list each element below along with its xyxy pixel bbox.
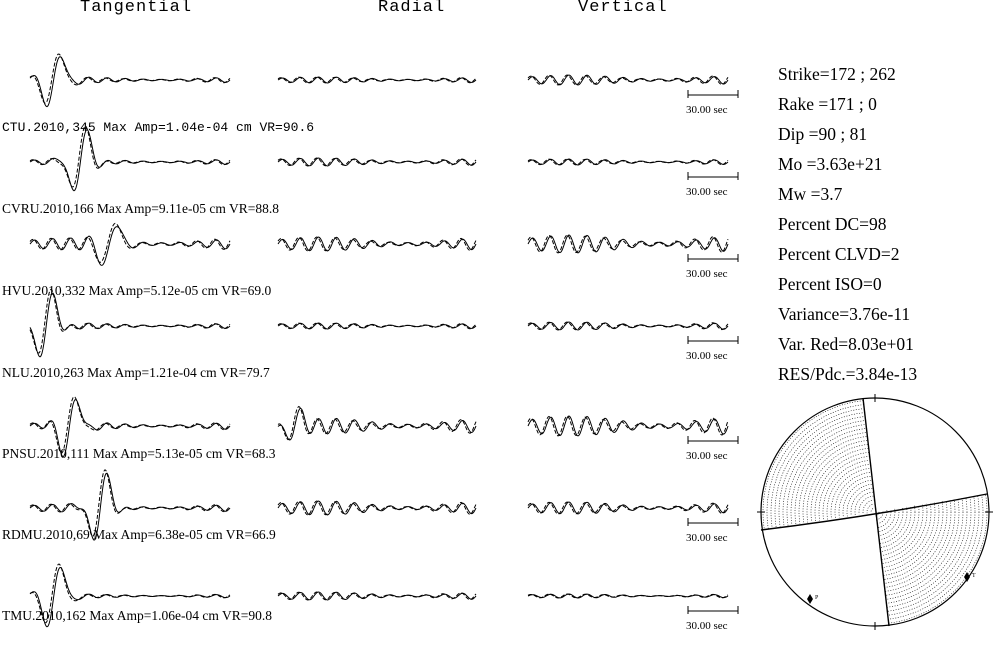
observed-waveform-s1-c0 [30,130,230,191]
param-res-pdc: RES/Pdc.=3.84e-13 [778,364,918,384]
observed-waveform-s6-c1 [278,592,476,600]
param-variance: Variance=3.76e-11 [778,304,911,324]
synthetic-waveform-s1-c0 [30,126,230,187]
param-mw: Mw =3.7 [778,184,843,204]
param-percent-clvd: Percent CLVD=2 [778,244,900,264]
station-label-cvru: CVRU.2010,166 Max Amp=9.11e-05 cm VR=88.8 [2,201,279,216]
time-scale-label: 30.00 sec [686,186,728,198]
observed-waveform-s2-c2 [528,235,728,253]
observed-waveform-s2-c1 [278,237,476,251]
station-label-rdmu: RDMU.2010,69 Max Amp=6.38e-05 cm VR=66.9 [2,527,276,542]
column-heading-tangential: Tangential [80,0,193,17]
param-var-red: Var. Red=8.03e+01 [778,334,914,354]
observed-waveform-s5-c2 [528,502,728,514]
param-percent-iso: Percent ISO=0 [778,274,882,294]
station-label-ctu: CTU.2010,345 Max Amp=1.04e-04 cm VR=90.6 [2,120,315,135]
focal-mechanism-beachball [755,392,995,632]
observed-waveform-s6-c2 [528,594,728,598]
observed-waveform-s3-c2 [528,322,728,330]
observed-waveform-s0-c2 [528,75,728,85]
observed-waveform-s0-c0 [30,57,230,107]
observed-waveform-s1-c1 [278,158,476,166]
observed-waveform-s1-c2 [528,159,728,165]
param-rake: Rake =171 ; 0 [778,94,877,114]
synthetic-waveform-s2-c0 [30,223,230,262]
param-percent-dc: Percent DC=98 [778,214,887,234]
column-heading-radial: Radial [378,0,446,17]
time-scale-label: 30.00 sec [686,268,728,280]
param-mo: Mo =3.63e+21 [778,154,883,174]
observed-waveform-s2-c0 [30,227,230,266]
observed-waveform-s0-c1 [278,77,476,83]
observed-waveform-s5-c1 [278,501,476,515]
time-scale-label: 30.00 sec [686,620,728,632]
t-axis-label: T [972,573,976,579]
param-dip: Dip =90 ; 81 [778,124,868,144]
observed-waveform-s4-c2 [528,416,728,436]
station-label-pnsu: PNSU.2010,111 Max Amp=5.13e-05 cm VR=68.3 [2,446,276,461]
time-scale-label: 30.00 sec [686,532,728,544]
observed-waveform-s3-c1 [278,323,476,329]
time-scale-label: 30.00 sec [686,450,728,462]
station-label-hvu: HVU.2010,332 Max Amp=5.12e-05 cm VR=69.0 [2,283,272,298]
time-scale-label: 30.00 sec [686,104,728,116]
time-scale-label: 30.00 sec [686,350,728,362]
station-label-tmu: TMU.2010,162 Max Amp=1.06e-04 cm VR=90.8 [2,608,272,623]
column-heading-vertical: Vertical [578,0,668,17]
station-label-nlu: NLU.2010,263 Max Amp=1.21e-04 cm VR=79.7 [2,365,270,380]
p-axis-label: P [815,595,819,601]
param-strike: Strike=172 ; 262 [778,64,896,84]
